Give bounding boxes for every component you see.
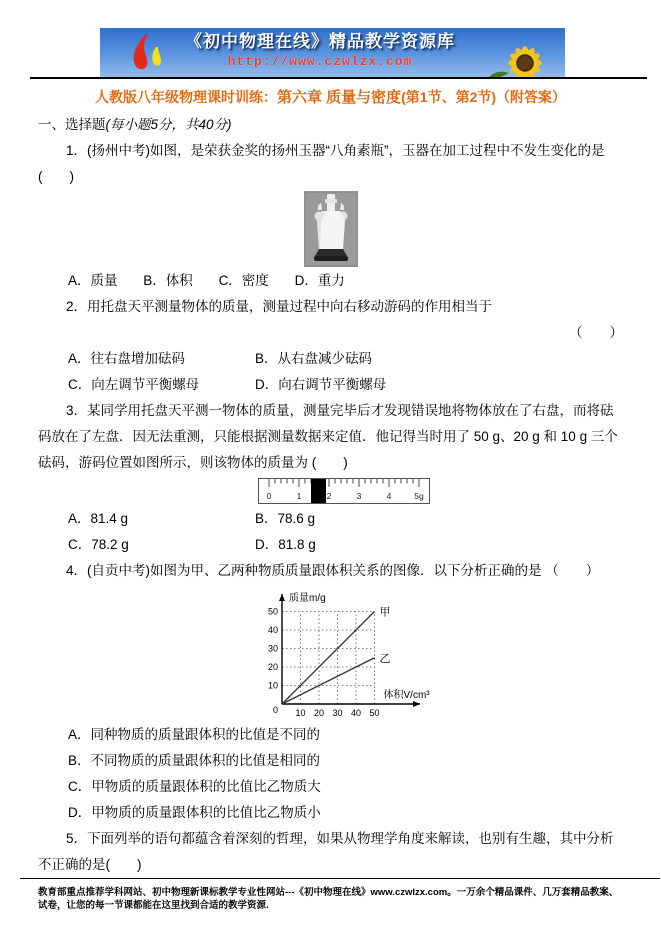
site-logo-icon	[126, 33, 168, 73]
option-1a: A．质量	[68, 273, 118, 288]
svg-text:30: 30	[267, 643, 278, 654]
question-4-text: 4．(自贡中考)如图为甲、乙两种物质质量跟体积关系的图像．以下分析正确的是 （ ）	[66, 563, 600, 578]
page-title-prefix: 人教版八年级物理课时训练：	[94, 89, 277, 105]
option-2b: B．从右盘减少砝码	[255, 351, 373, 366]
mass-volume-graph	[255, 586, 623, 720]
question-4-options	[38, 722, 623, 826]
svg-text:30: 30	[332, 708, 343, 718]
sunflower-icon	[487, 43, 553, 77]
site-title: 《初中物理在线》精品教学资源库	[185, 32, 455, 51]
svg-text:50: 50	[267, 606, 278, 617]
svg-text:1: 1	[296, 491, 302, 501]
question-2-options	[68, 346, 623, 398]
option-3d: D．81.8 g	[255, 537, 316, 552]
option-1b: B．体积	[143, 273, 193, 288]
svg-text:40: 40	[267, 625, 278, 635]
site-url[interactable]: http://www.czwlzx.com	[227, 54, 413, 69]
page-title-chapter: 第六章 质量与密度	[276, 89, 402, 106]
header-divider	[30, 77, 647, 79]
option-4a: A．同种物质的质量跟体积的比值是不同的	[68, 727, 321, 742]
option-4d: D．甲物质的质量跟体积的比值比乙物质小	[68, 805, 321, 820]
page-title	[0, 86, 661, 107]
svg-text:2: 2	[326, 491, 332, 501]
balance-rider-scale-image	[258, 478, 623, 504]
svg-text:10: 10	[295, 708, 306, 718]
question-2-text: 2．用托盘天平测量物体的质量，测量过程中向右移动游码的作用相当于	[66, 299, 493, 314]
question-3-options	[68, 506, 623, 558]
option-2d: D．向右调节平衡螺母	[255, 377, 387, 392]
page-title-suffix: (第1节、第2节)（附答案）	[401, 89, 567, 105]
question-3-text: 3．某同学用托盘天平测一物体的质量，测量完毕后才发现错误地将物体放在了右盘，而将砝码放在了左盘．因无法重测，只能根据测量数据来定值．他记得当时用了 50 g、20 g 和 10 g 三个砝码，游码位置如图所示，则该物体的质量为 ( )	[38, 403, 618, 470]
svg-text:0: 0	[272, 705, 278, 715]
question-5-text: 5．下面列举的语句都蕴含着深刻的哲理，如果从物理学角度来解读，也别有生趣，其中分析不正确的是( )	[38, 831, 614, 872]
option-3a: A．81.4 g	[68, 511, 129, 526]
option-2a: A．往右盘增加砝码	[68, 351, 186, 366]
option-4c: C．甲物质的质量跟体积的比值比乙物质大	[68, 779, 321, 794]
svg-text:3: 3	[356, 491, 362, 501]
section-heading: 一、选择题(每小题5分，共40分)	[38, 117, 232, 132]
svg-text:4: 4	[386, 491, 392, 501]
question-2-answer-blank: （ ）	[569, 325, 623, 340]
svg-text:20: 20	[267, 662, 278, 672]
option-1d: D．重力	[294, 273, 345, 288]
svg-text:体积V/cm³: 体积V/cm³	[383, 690, 430, 701]
svg-text:甲: 甲	[379, 606, 391, 619]
jade-vase-image	[304, 191, 358, 267]
section-score-note: (每小题5分，共40分)	[105, 117, 232, 132]
option-4b: B．不同物质的质量跟体积的比值是相同的	[68, 753, 321, 768]
svg-text:10: 10	[267, 680, 278, 691]
svg-text:乙: 乙	[379, 652, 391, 665]
svg-text:质量m/g: 质量m/g	[289, 593, 326, 604]
question-1-text: 1．(扬州中考)如图，是荣获金奖的扬州玉器“八角素瓶”，玉器在加工过程中不发生变化的是( )	[38, 143, 605, 184]
svg-text:20: 20	[313, 708, 325, 718]
worksheet-body	[38, 112, 623, 878]
svg-text:50: 50	[369, 708, 380, 718]
footer-text: 教育部重点推荐学科网站、初中物理新课标教学专业性网站---《初中物理在线》www.czwlzx.com。一万余个精品课件、几万套精品教案、试卷，让您的每一节课都能在这里找到合适的教学资源.	[38, 887, 619, 911]
footer-divider	[20, 878, 660, 879]
question-1-options	[68, 268, 623, 294]
svg-text:0: 0	[266, 491, 272, 501]
option-1c: C．密度	[218, 273, 269, 288]
option-2c: C．向左调节平衡螺母	[68, 377, 200, 392]
svg-text:5g: 5g	[414, 491, 424, 501]
svg-text:40: 40	[350, 708, 362, 718]
site-banner	[100, 28, 565, 77]
option-3b: B．78.6 g	[255, 511, 316, 526]
option-3c: C．78.2 g	[68, 537, 129, 552]
